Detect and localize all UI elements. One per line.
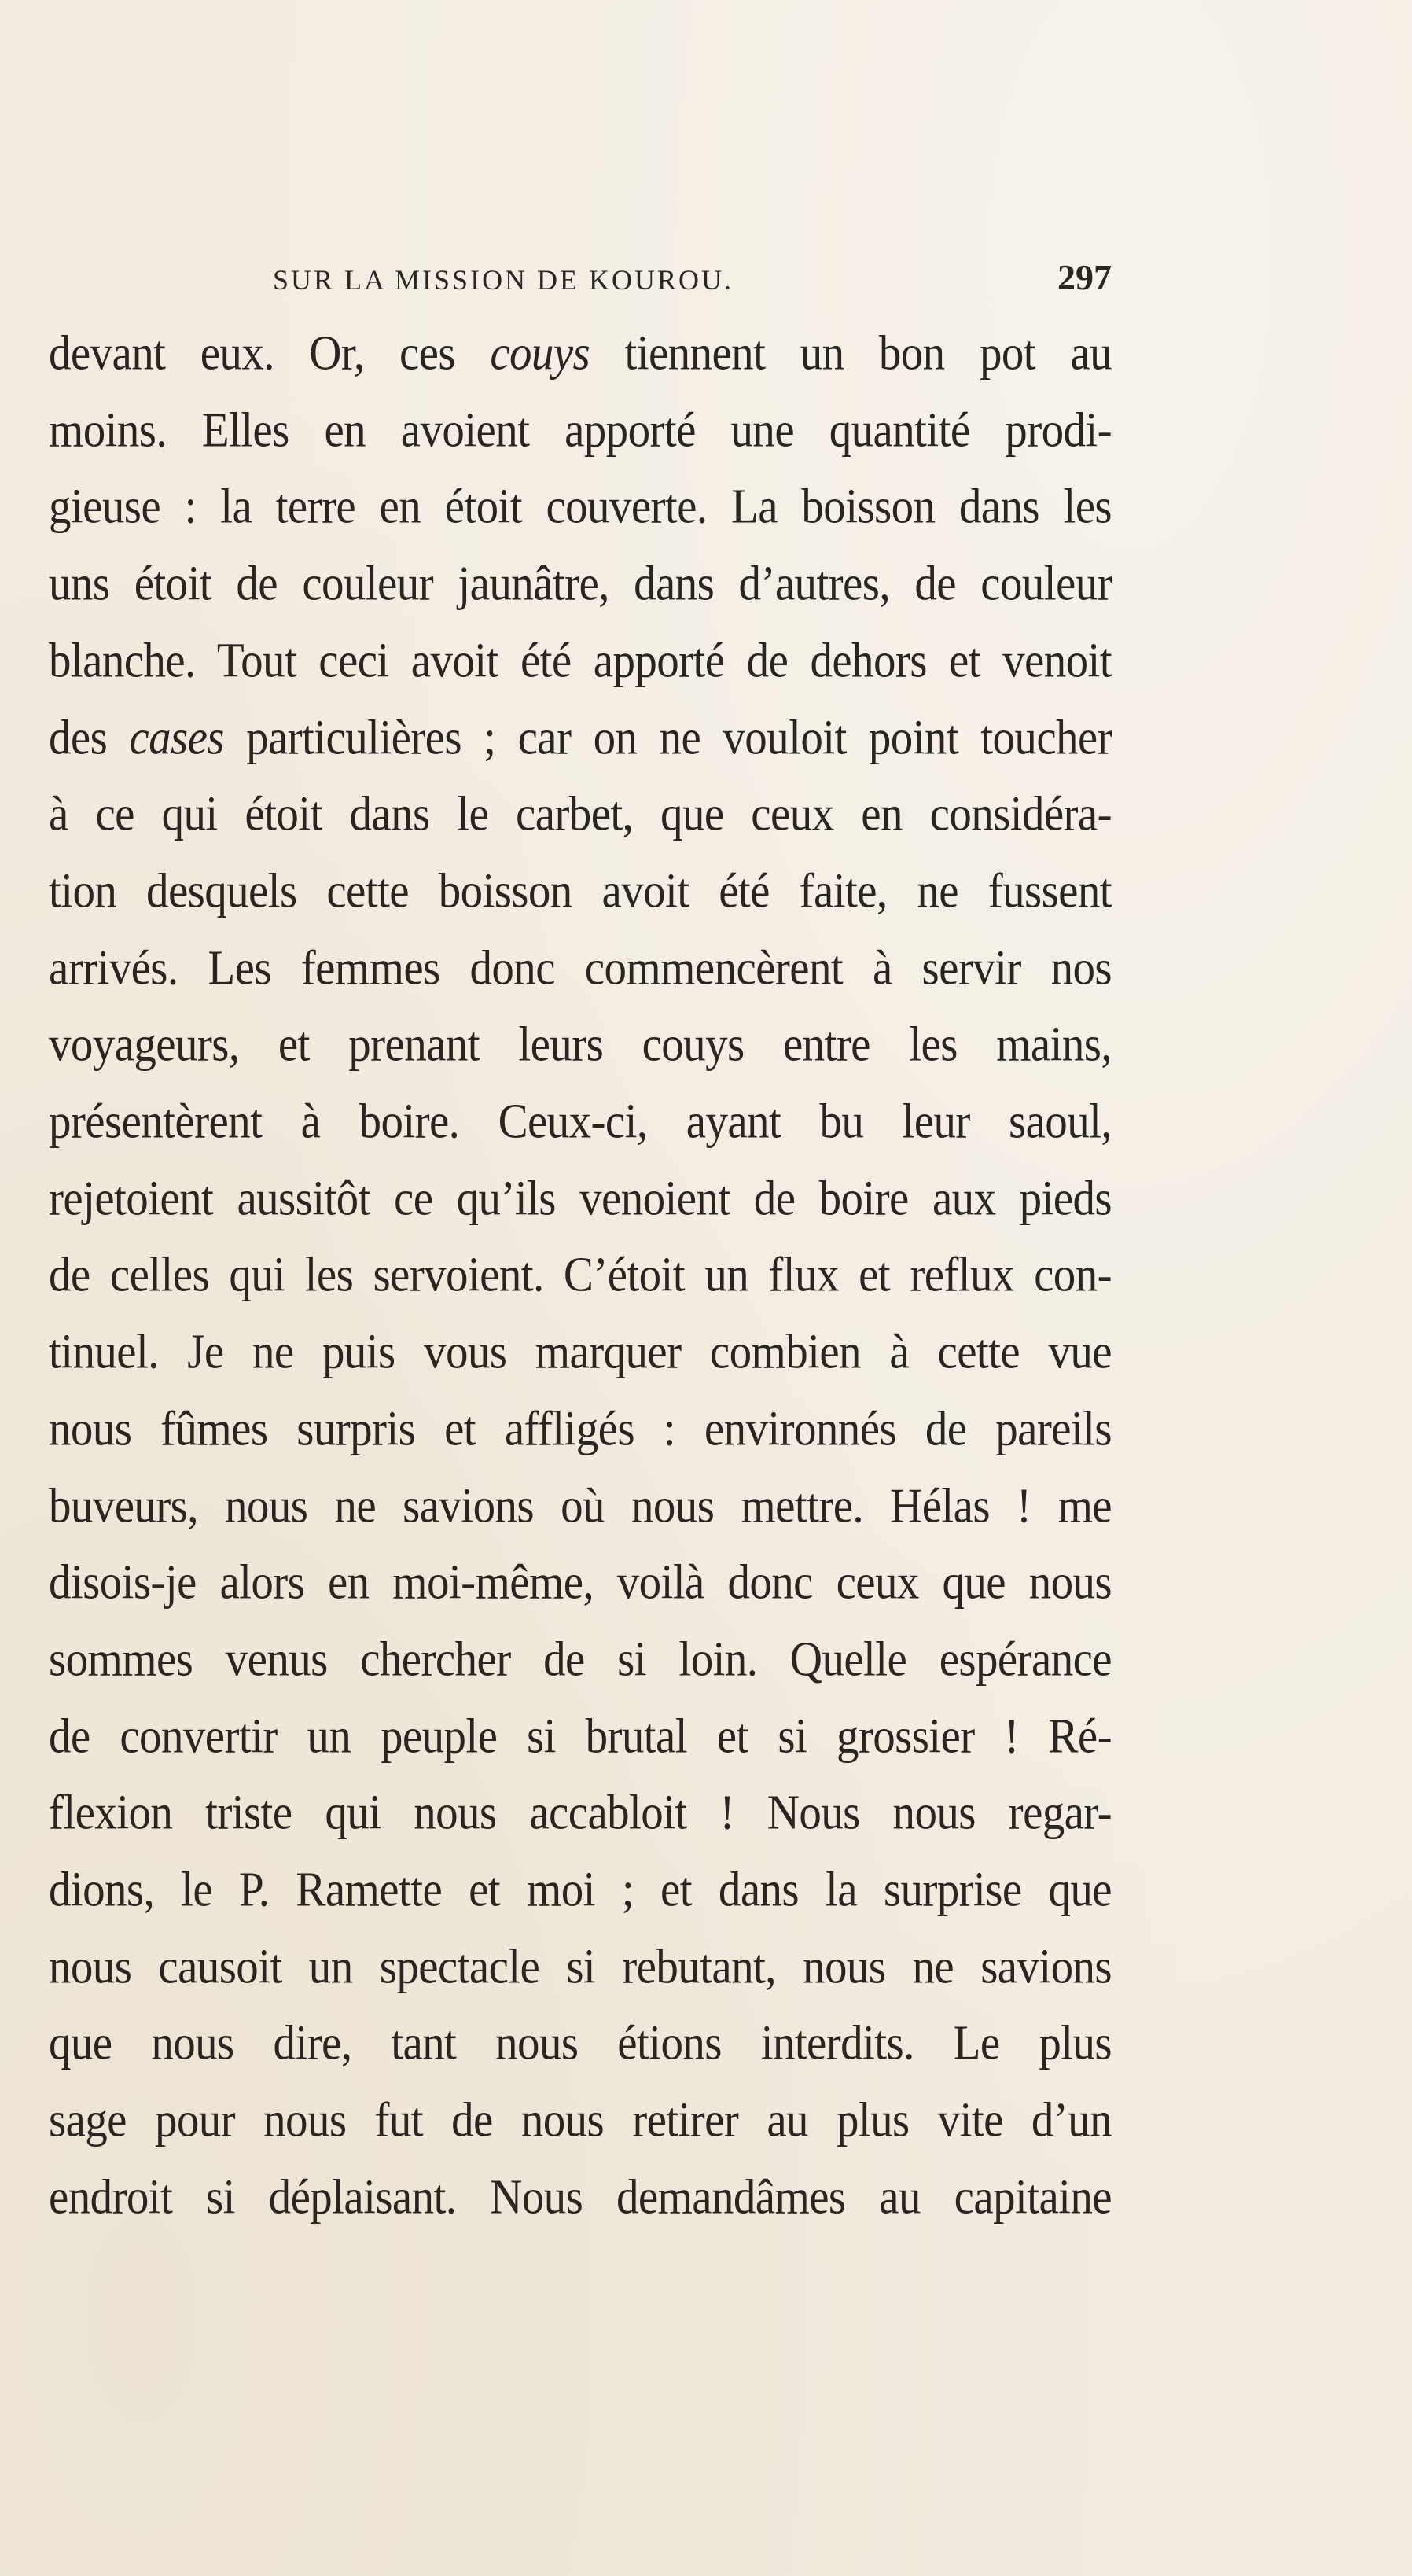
text-line	[49, 1552, 1112, 1613]
text-segment: blanche. Tout ceci avoit été apporté de dehors et venoit	[49, 633, 1112, 688]
text-line	[49, 938, 1112, 999]
text-segment: voyageurs, et prenant leurs couys entre les mains,	[49, 1017, 1112, 1072]
text-segment: à ce qui étoit dans le carbet, que ceux en considéra-	[49, 786, 1112, 841]
text-line	[49, 1706, 1112, 1767]
text-segment: uns étoit de couleur jaunâtre, dans d’autres, de couleur	[49, 556, 1112, 611]
text-segment: buveurs, nous ne savions où nous mettre. Hélas ! me	[49, 1478, 1112, 1533]
text-line	[49, 1322, 1112, 1382]
text-segment: que nous dire, tant nous étions interdits. Le plus	[49, 2015, 1112, 2070]
text-segment: présentèrent à boire. Ceux-ci, ayant bu leur saoul,	[49, 1094, 1112, 1149]
text-segment: nous fûmes surpris et affligés : environnés de pareils	[49, 1401, 1112, 1456]
italic-word: couys	[490, 326, 590, 381]
text-segment: sage pour nous fut de nous retirer au plus vite d’un	[49, 2092, 1112, 2147]
text-line	[49, 1245, 1112, 1305]
text-line	[49, 2167, 1112, 2228]
text-line	[49, 631, 1112, 691]
text-line	[49, 2013, 1112, 2074]
italic-word: cases	[129, 709, 224, 765]
text-line	[49, 784, 1112, 845]
text-segment: de celles qui les servoient. C’étoit un flux et reflux con-	[49, 1247, 1112, 1302]
text-line	[49, 477, 1112, 537]
text-segment: de convertir un peuple si brutal et si grossier ! Ré-	[49, 1708, 1112, 1764]
page-number: 297	[1057, 257, 1112, 297]
text-line	[49, 2090, 1112, 2151]
text-line	[49, 323, 1112, 384]
text-segment: tinuel. Je ne puis vous marquer combien à cette vue	[49, 1324, 1112, 1379]
text-line	[49, 1168, 1112, 1229]
text-line	[49, 1399, 1112, 1459]
text-line	[49, 1091, 1112, 1152]
text-line	[49, 1937, 1112, 1997]
text-segment: nous causoit un spectacle si rebutant, nous ne savions	[49, 1938, 1112, 1994]
text-line	[49, 400, 1112, 461]
text-segment: devant eux. Or, ces	[49, 326, 491, 381]
text-segment: tiennent un bon pot au	[590, 326, 1112, 381]
text-segment: gieuse : la terre en étoit couverte. La boisson dans les	[49, 479, 1112, 534]
text-line	[49, 1476, 1112, 1536]
text-line	[49, 1783, 1112, 1843]
text-segment: arrivés. Les femmes donc commencèrent à servir nos	[49, 940, 1112, 995]
running-header: SUR LA MISSION DE KOUROU.	[273, 264, 734, 296]
text-segment: des	[49, 709, 130, 765]
text-line	[49, 554, 1112, 614]
text-segment: dions, le P. Ramette et moi ; et dans la surprise que	[49, 1862, 1112, 1917]
text-line	[49, 861, 1112, 922]
text-line	[49, 708, 1112, 768]
text-line	[49, 1629, 1112, 1690]
text-segment: rejetoient aussitôt ce qu’ils venoient de boire aux pieds	[49, 1170, 1112, 1226]
text-line	[49, 1860, 1112, 1920]
text-segment: sommes venus chercher de si loin. Quelle espérance	[49, 1632, 1112, 1687]
text-segment: moins. Elles en avoient apporté une quantité prodi-	[49, 402, 1112, 458]
text-segment: tion desquels cette boisson avoit été faite, ne fussent	[49, 863, 1112, 918]
text-segment: endroit si déplaisant. Nous demandâmes au capitaine	[49, 2169, 1112, 2225]
text-segment: disois-je alors en moi-même, voilà donc ceux que nous	[49, 1555, 1112, 1610]
text-segment: flexion triste qui nous accabloit ! Nous nous regar-	[49, 1785, 1112, 1840]
text-segment: particulières ; car on ne vouloit point toucher	[223, 709, 1112, 765]
text-line	[49, 1014, 1112, 1075]
